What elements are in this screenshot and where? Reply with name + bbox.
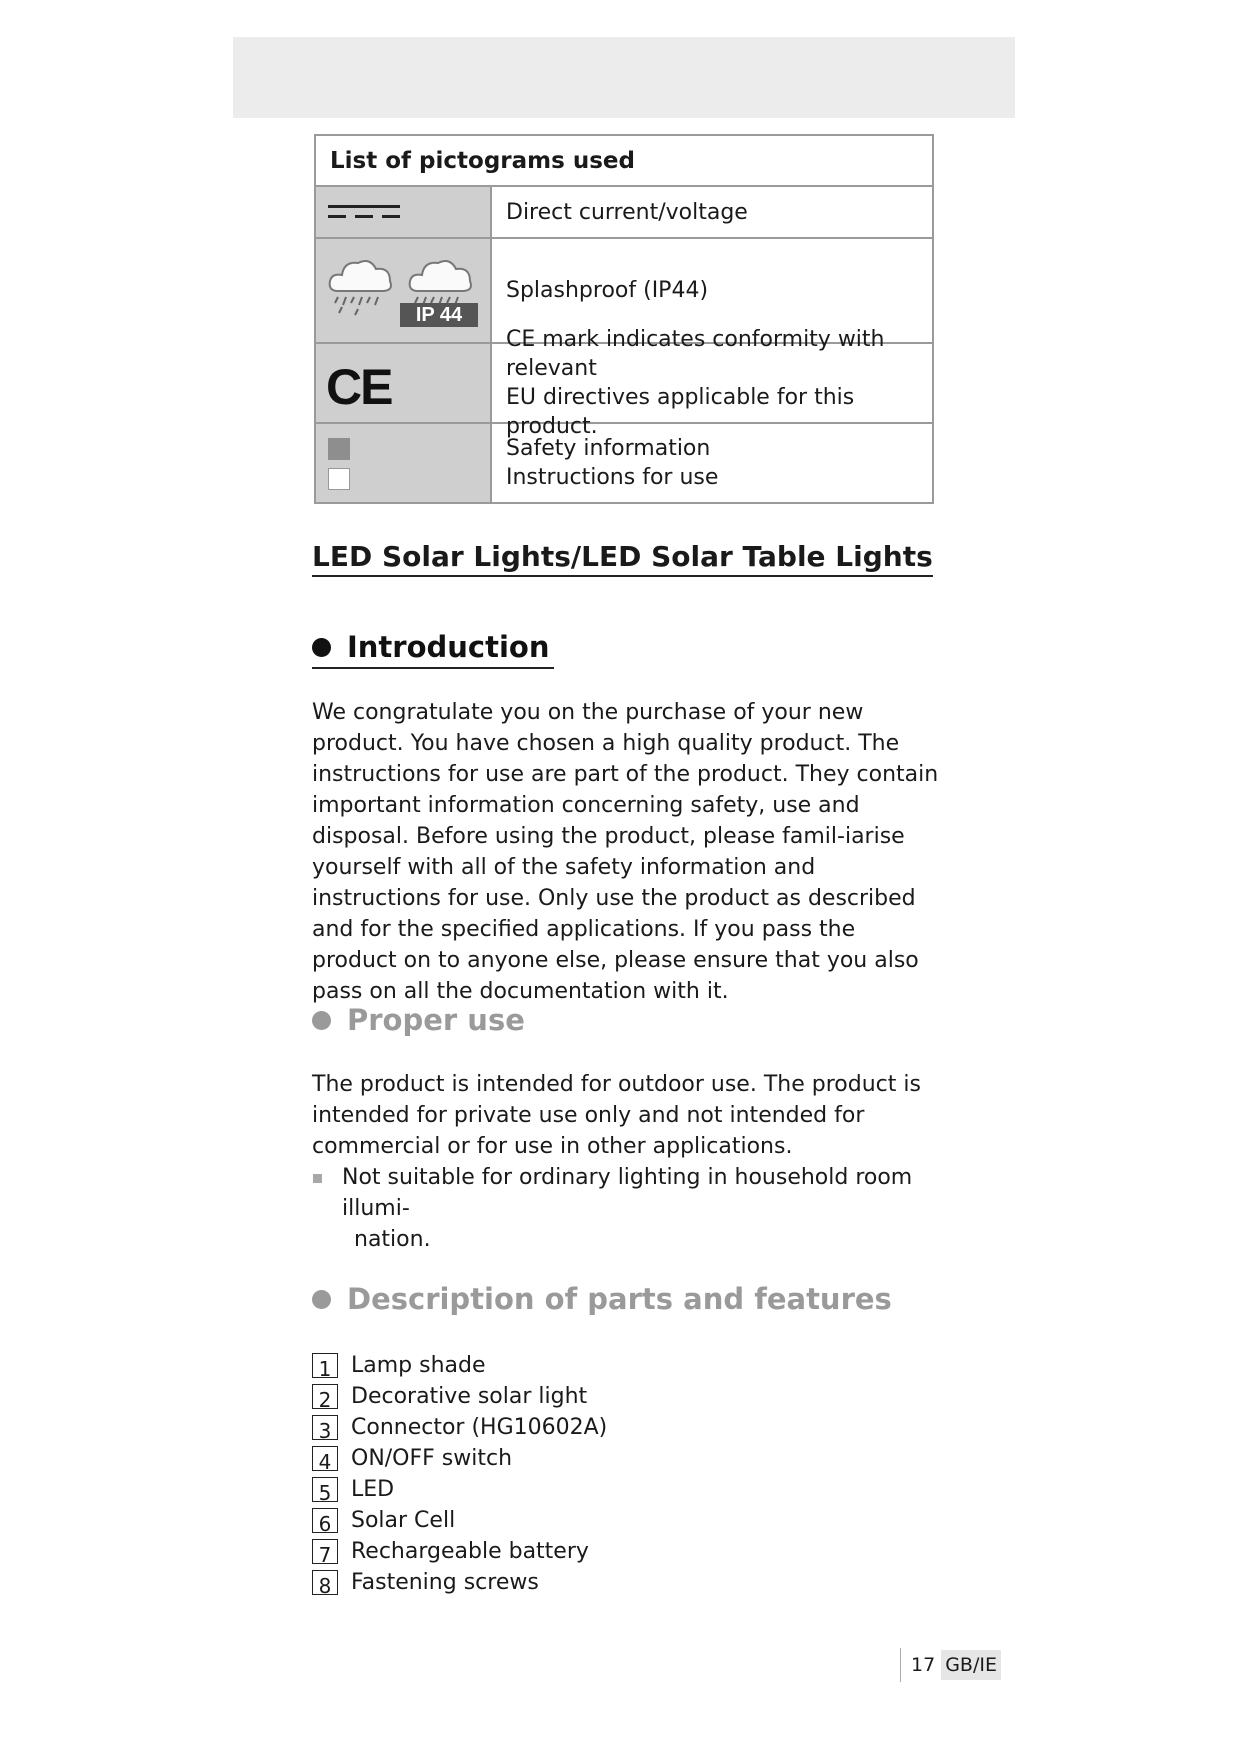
part-number: 2 xyxy=(312,1384,338,1409)
introduction-paragraph: We congratulate you on the purchase of your new product. You have chosen a high quality product. The instructions for use are part of the product. They contain important information concerning safety, use and disposal. Before using the product, please famil-iarise yourself with all of the safety information and instructions for use. Only use the product as described and for the specified applications. If you pass the product on to anyone else, please ensure that you also pass on all the documentation with it. xyxy=(312,700,939,1004)
pictogram-row-safety xyxy=(316,424,932,502)
pictogram-row-dc xyxy=(316,187,932,239)
part-number: 7 xyxy=(312,1539,338,1564)
pictogram-icon-cell xyxy=(316,344,492,422)
list-item xyxy=(312,1474,607,1505)
page-number: 17 xyxy=(911,1654,936,1676)
page-footer xyxy=(900,1648,1001,1682)
heading-text: Proper use xyxy=(347,1003,525,1037)
part-label: Decorative solar light xyxy=(351,1384,588,1409)
pictogram-row-ce xyxy=(316,327,932,439)
list-item xyxy=(312,1381,607,1412)
part-number: 6 xyxy=(312,1508,338,1533)
pictogram-label: CE mark indicates conformity with relevant xyxy=(506,327,885,381)
part-number: 4 xyxy=(312,1446,338,1471)
proper-use-bullet xyxy=(312,1162,932,1255)
pictogram-text xyxy=(492,424,932,502)
list-item xyxy=(312,1567,607,1598)
proper-use-heading xyxy=(312,1003,525,1037)
part-label: LED xyxy=(351,1477,395,1502)
bullet-dot-icon xyxy=(312,1290,331,1309)
filled-square-icon xyxy=(328,438,350,460)
bullet-text: Not suitable for ordinary lighting in household room illumi- xyxy=(342,1165,913,1221)
part-number: 5 xyxy=(312,1477,338,1502)
part-number: 1 xyxy=(312,1353,338,1378)
pictogram-icon-cell xyxy=(316,424,492,502)
direct-current-icon xyxy=(328,205,400,221)
part-label: Fastening screws xyxy=(351,1570,539,1595)
list-item xyxy=(312,1350,607,1381)
pictogram-icon-cell xyxy=(316,187,492,237)
pictogram-label: EU directives applicable for this product. xyxy=(506,385,855,439)
pictogram-label: Splashproof (IP44) xyxy=(506,278,709,303)
ce-mark-icon: CE xyxy=(326,359,392,415)
rain-cloud-icon xyxy=(324,251,398,321)
part-label: Lamp shade xyxy=(351,1353,486,1378)
list-item xyxy=(312,1443,607,1474)
empty-square-icon xyxy=(328,468,350,490)
pictogram-label: Direct current/voltage xyxy=(506,199,748,225)
pictogram-table-title: List of pictograms used xyxy=(316,136,932,187)
pictogram-icon-cell xyxy=(316,239,492,342)
pictogram-text xyxy=(492,187,932,237)
list-item xyxy=(312,1505,607,1536)
description-heading xyxy=(312,1282,892,1316)
bullet-dot-icon xyxy=(312,1011,331,1030)
part-number: 8 xyxy=(312,1570,338,1595)
pictogram-table xyxy=(314,134,934,504)
language-code: GB/IE xyxy=(941,1650,1001,1680)
part-label: Connector (HG10602A) xyxy=(351,1415,608,1440)
list-item xyxy=(312,1412,607,1443)
part-number: 3 xyxy=(312,1415,338,1440)
footer-divider xyxy=(900,1648,901,1682)
pictogram-label: Safety information xyxy=(506,436,711,461)
bullet-text: nation. xyxy=(354,1227,431,1252)
heading-text: Introduction xyxy=(347,630,550,664)
header-band xyxy=(233,37,1015,118)
bullet-dot-icon xyxy=(312,638,331,657)
page-title: LED Solar Lights/LED Solar Table Lights xyxy=(312,540,933,577)
part-label: ON/OFF switch xyxy=(351,1446,513,1471)
parts-list xyxy=(312,1350,607,1598)
heading-text: Description of parts and features xyxy=(347,1282,892,1316)
ip44-badge: IP 44 xyxy=(400,303,478,327)
list-item xyxy=(312,1536,607,1567)
introduction-heading xyxy=(312,630,554,669)
proper-use-paragraph: The product is intended for outdoor use. The product is intended for private use only and not intended for commercial or for use in other applications. xyxy=(312,1072,921,1159)
square-bullet-icon xyxy=(313,1174,322,1183)
pictogram-label: Instructions for use xyxy=(506,465,719,490)
pictogram-text xyxy=(492,327,932,439)
part-label: Rechargeable battery xyxy=(351,1539,589,1564)
part-label: Solar Cell xyxy=(351,1508,456,1533)
